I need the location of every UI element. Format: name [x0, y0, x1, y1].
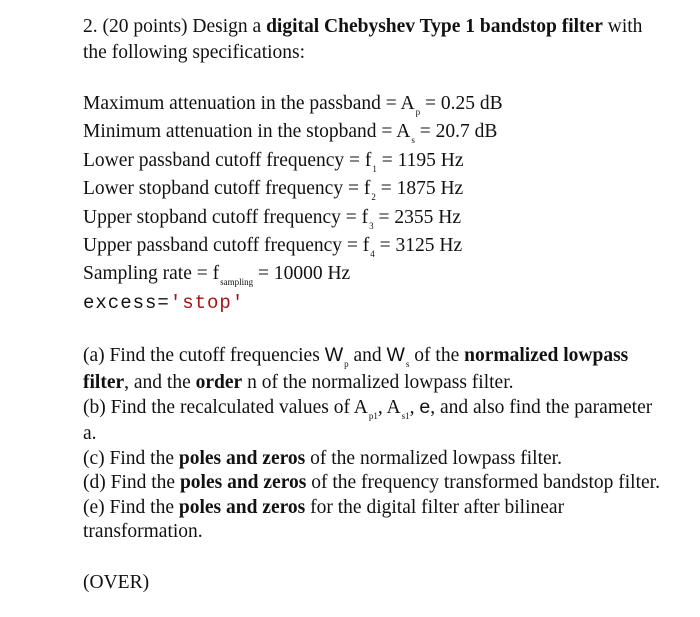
code-string: 'stop' [169, 291, 245, 314]
spec-sampling-rate [83, 261, 663, 289]
spec-upper-passband [83, 233, 663, 261]
spec-subscript: 2 [371, 192, 376, 203]
spec-subscript: 4 [370, 249, 375, 260]
spec-value: = 1875 Hz [375, 178, 464, 200]
spec-value: = 20.7 dB [414, 121, 498, 143]
part-c [83, 447, 663, 471]
spec-label: Sampling rate = f [83, 263, 220, 285]
part-e [83, 496, 663, 545]
spec-lower-stopband [83, 176, 663, 204]
text: (c) Find the [83, 447, 179, 469]
text: of the [409, 345, 465, 367]
spec-subscript: sampling [220, 277, 254, 288]
question-parts [83, 343, 663, 544]
spec-label: Upper passband cutoff frequency = f [83, 235, 370, 257]
bold-text: poles and zeros [178, 496, 306, 518]
filter-type: digital Chebyshev Type 1 bandstop filter [266, 16, 603, 37]
subscript: p [344, 359, 349, 370]
text: of the normalized lowpass filter. [305, 447, 562, 469]
text: , A [377, 397, 401, 419]
problem-number: 2. [83, 16, 98, 37]
header-tail: with the following specifications: [83, 16, 643, 63]
spec-label: Minimum attenuation in the stopband = A [83, 121, 411, 143]
part-d [83, 471, 663, 495]
text: , and also find the parameter a. [83, 397, 653, 445]
code-variable: excess= [83, 291, 170, 314]
omega-symbol: W [386, 344, 405, 367]
subscript: s1 [401, 411, 410, 422]
header-lead: Design a [192, 16, 262, 37]
omega-symbol: W [324, 344, 344, 367]
spec-label: Upper stopband cutoff frequency = f [83, 206, 369, 228]
text: for the digital filter after bilinear transformation. [83, 496, 565, 543]
bold-text: normalized lowpass filter [83, 345, 629, 393]
spec-lower-passband [83, 148, 663, 176]
part-b [83, 395, 663, 447]
spec-label: Maximum attenuation in the passband = A [83, 93, 415, 114]
spec-min-attenuation [83, 119, 663, 147]
spec-value: = 3125 Hz [374, 235, 463, 257]
text: (d) Find the [83, 472, 180, 494]
spec-value: = 0.25 dB [420, 93, 503, 114]
text: (b) Find the recalculated values of A [83, 397, 368, 419]
spec-subscript: s [411, 135, 415, 146]
text: , [409, 397, 420, 419]
text: of the frequency transformed bandstop filter. [306, 472, 660, 494]
text: and [348, 345, 387, 367]
spec-subscript: 1 [372, 163, 377, 174]
code-line [83, 290, 663, 316]
bold-text: poles and zeros [178, 447, 306, 469]
spec-value: = 2355 Hz [373, 206, 462, 228]
text: (e) Find the [83, 496, 179, 518]
problem-header [83, 14, 663, 66]
spec-label: Lower passband cutoff frequency = f [83, 149, 372, 171]
bold-text: poles and zeros [179, 472, 307, 494]
bold-text: order [195, 371, 243, 393]
subscript: s [405, 359, 410, 370]
spec-value: = 10000 Hz [253, 263, 351, 285]
spec-label: Lower stopband cutoff frequency = f [83, 178, 371, 200]
text: , and the [124, 371, 196, 393]
spec-upper-stopband [83, 205, 663, 233]
spec-value: = 1195 Hz [376, 149, 464, 171]
epsilon-symbol: e [419, 396, 431, 419]
spec-subscript: p [415, 107, 421, 117]
subscript: p1 [368, 411, 378, 422]
spec-max-attenuation [83, 91, 663, 119]
specifications-list [83, 91, 663, 316]
over-footer: (OVER) [83, 571, 150, 593]
text: n of the normalized lowpass filter. [242, 371, 514, 393]
part-a [83, 343, 663, 395]
spec-subscript: 3 [369, 220, 374, 231]
problem-points: (20 points) [102, 16, 188, 37]
text: (a) Find the cutoff frequencies [83, 345, 325, 367]
problem-document [83, 14, 663, 595]
